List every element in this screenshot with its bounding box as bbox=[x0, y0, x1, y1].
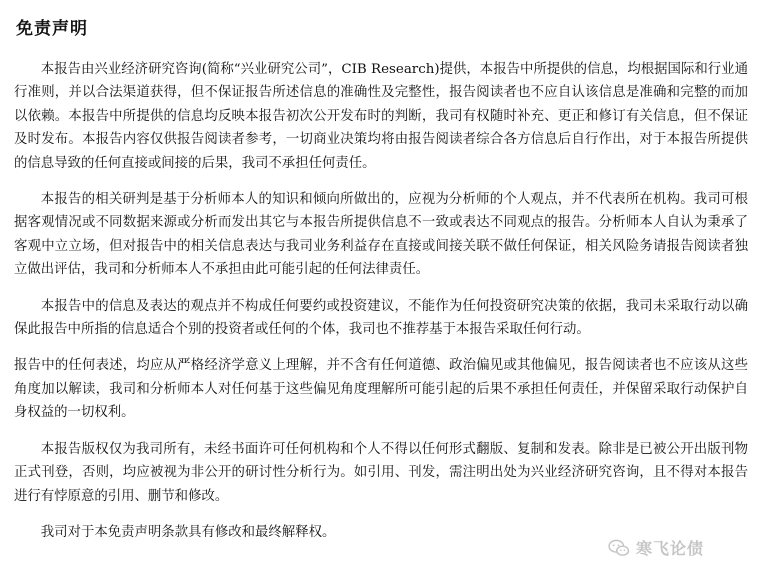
disclaimer-body bbox=[14, 58, 748, 557]
paragraph-1: 本报告由兴业经济研究咨询(简称“兴业研究公司”，CIB Research)提供，本报告中所提供的信息，均根据国际和行业通行准则，并以合法渠道获得，但不保证报告所述信息的准确性及完整性，报告阅读者也不应自认该信息是准确和完整的而加以依赖。本报告中所提供的信息均反映本报告初次公开发布时的判断，我司有权随时补充、更正和修订有关信息，但不保证及时发布。本报告内容仅供报告阅读者参考，一切商业决策均将由报告阅读者综合各方信息后自行作出，对于本报告所提供的信息导致的任何直接或间接的后果，我司不承担任何责任。 bbox=[14, 62, 748, 171]
paragraph-5: 本报告版权仅为我司所有，未经书面许可任何机构和个人不得以任何形式翻版、复制和发表。除非是已被公开出版刊物正式刊登，否则，均应被视为非公开的研讨性分析行为。如引用、刊发，需注明出处为兴业经济研究咨询，且不得对本报告进行有悖原意的引用、删节和修改。 bbox=[14, 441, 748, 504]
watermark-text: 寒飞论债 bbox=[636, 539, 705, 558]
paragraph-2: 本报告的相关研判是基于分析师本人的知识和倾向所做出的，应视为分析师的个人观点，并不代表所在机构。我司可根据客观情况或不同数据来源或分析而发出其它与本报告所提供信息不一致或表达不同观点的报告。分析师本人自认为秉承了客观中立立场，但对报告中的相关信息表达与我司业务利益存在直接或间接关联不做任何保证，相关风险务请报告阅读者独立做出评估，我司和分析师本人不承担由此可能引起的任何法律责任。 bbox=[14, 192, 748, 278]
page-title: 免责声明 bbox=[16, 19, 88, 39]
wechat-icon bbox=[608, 539, 630, 557]
watermark bbox=[604, 534, 708, 561]
paragraph-3: 本报告中的信息及表达的观点并不构成任何要约或投资建议，不能作为任何投资研究决策的依据，我司未采取行动以确保此报告中所指的信息适合个别的投资者或任何的个体，我司也不推荐基于本报告采取任何行动。 bbox=[14, 298, 748, 338]
paragraph-4: 报告中的任何表述，均应从严格经济学意义上理解，并不含有任何道德、政治偏见或其他偏见，报告阅读者也不应该从这些角度加以解读，我司和分析师本人对任何基于这些偏见角度理解所可能引起的后果不承担任何责任，并保留采取行动保护自身权益的一切权利。 bbox=[14, 358, 748, 421]
paragraph-6: 我司对于本免责声明条款具有修改和最终解释权。 bbox=[40, 524, 336, 540]
